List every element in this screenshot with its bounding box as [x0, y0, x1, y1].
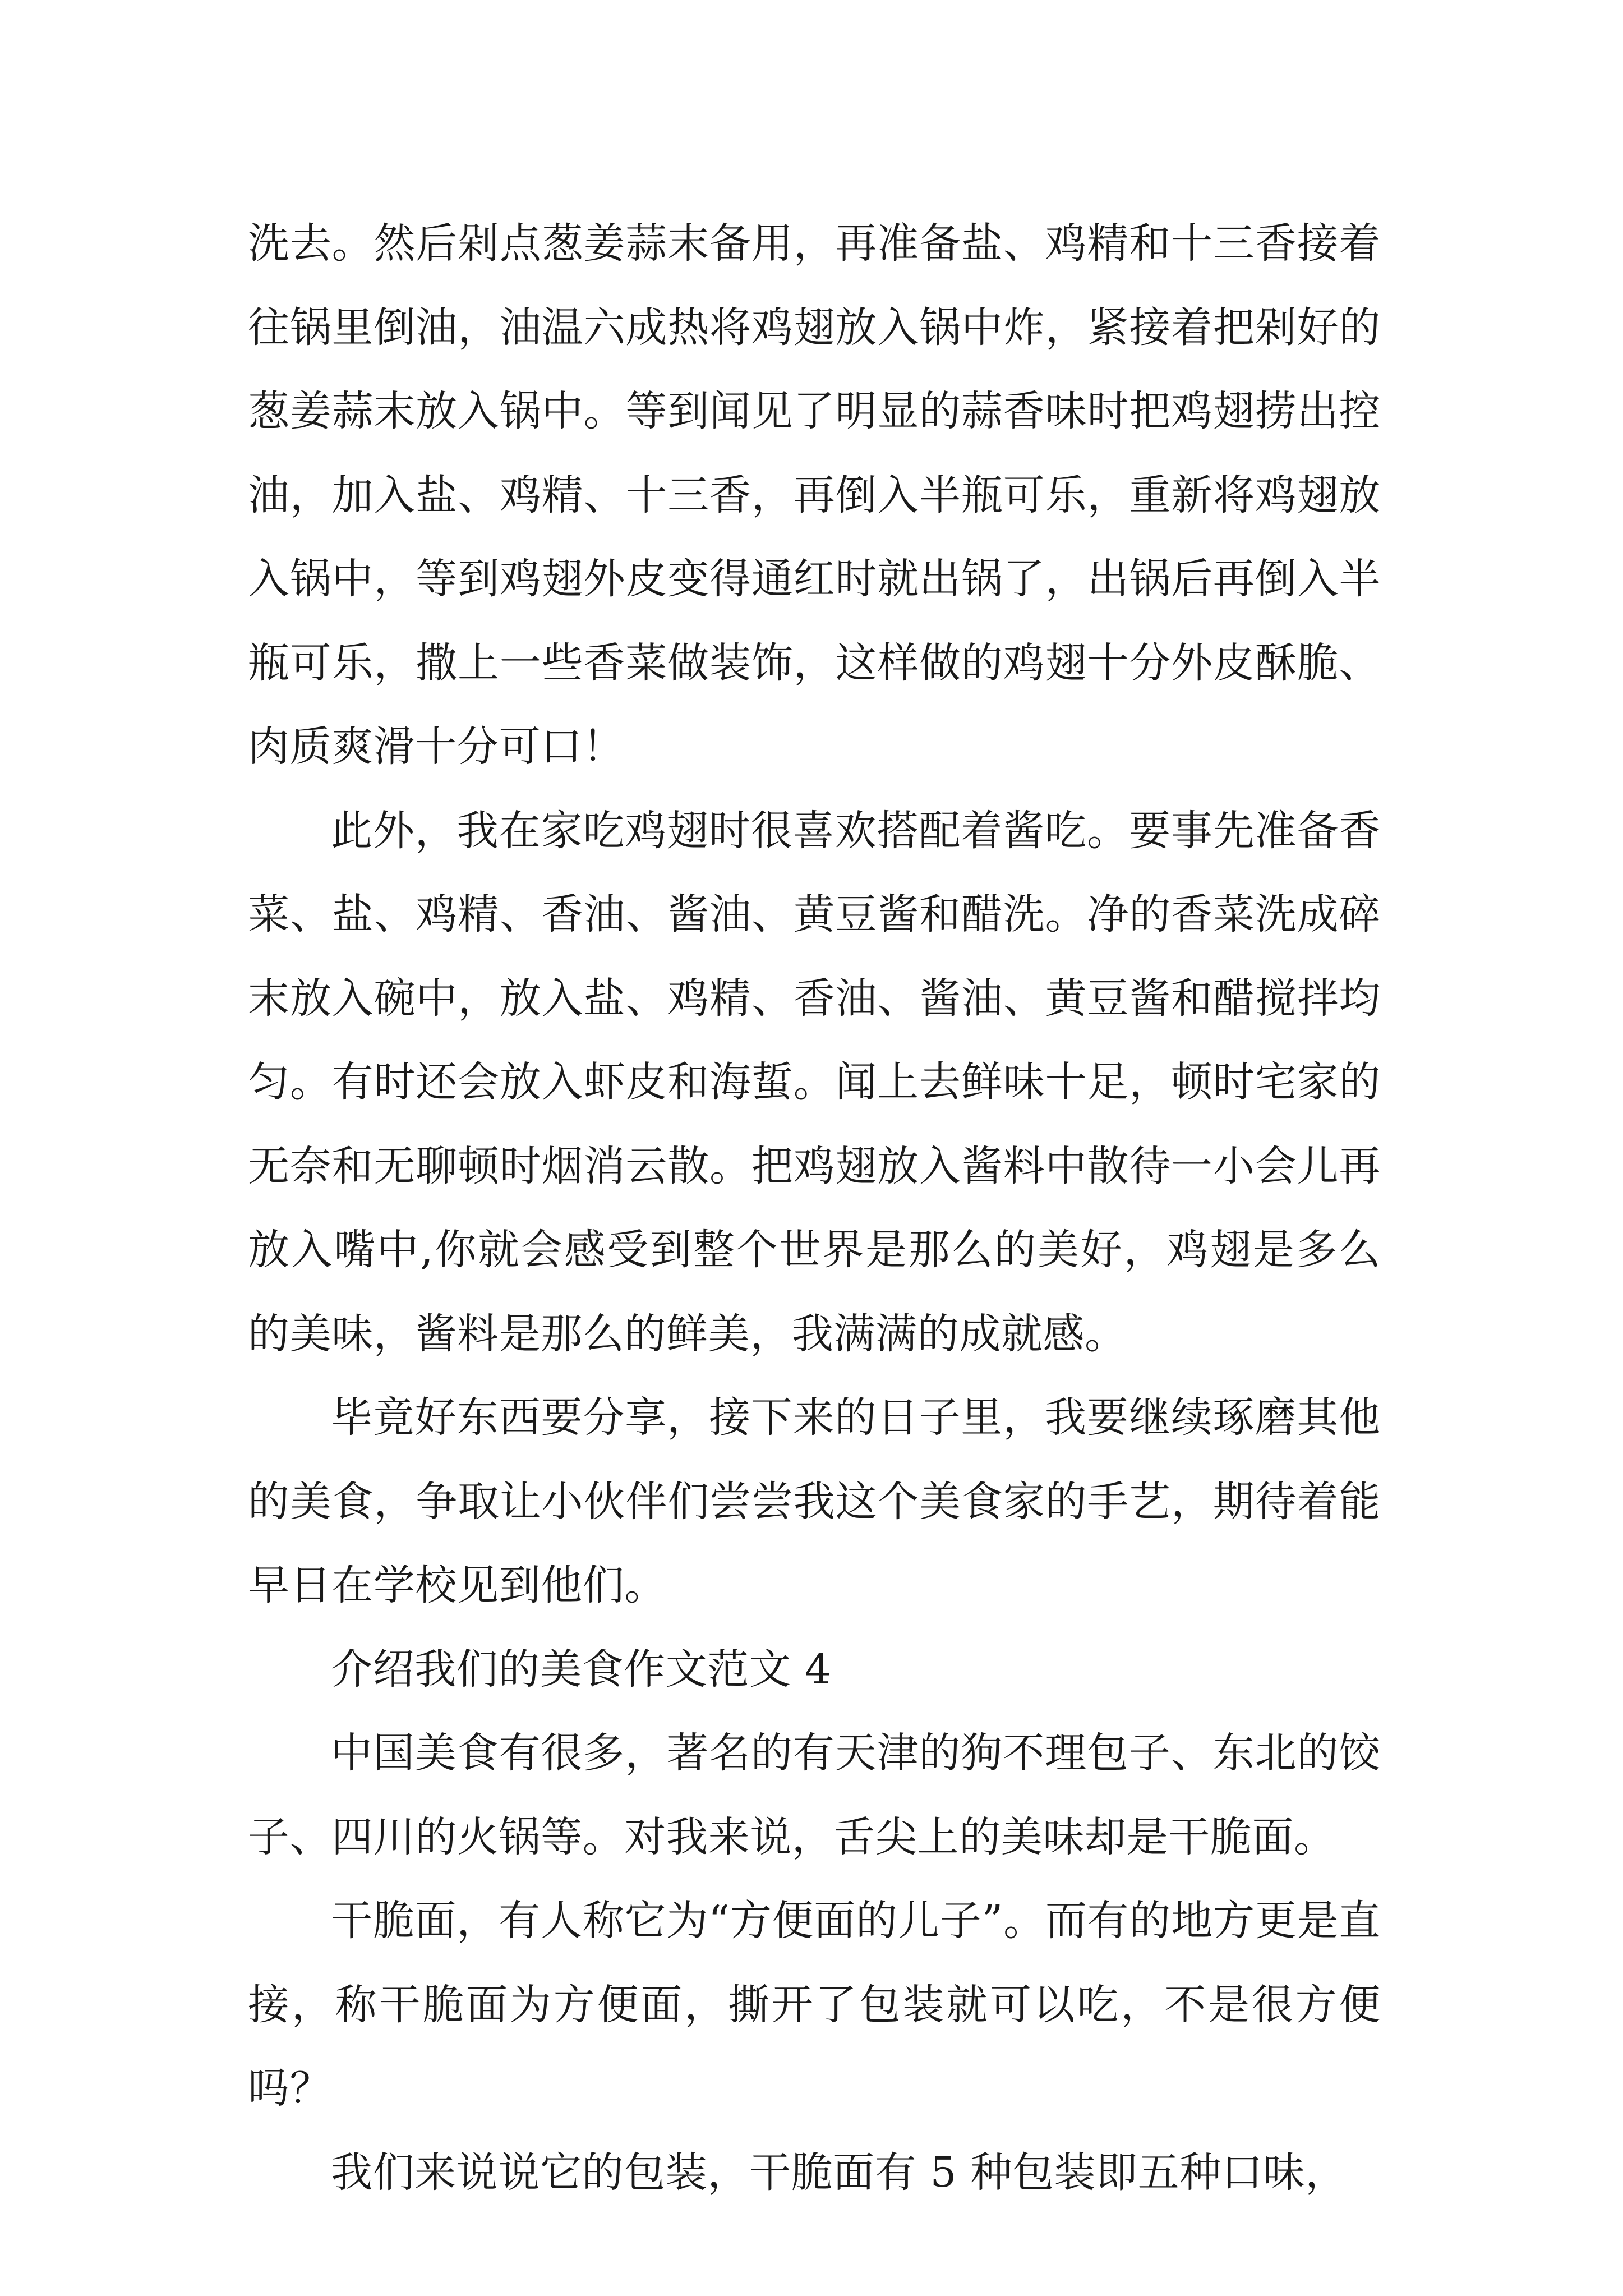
paragraph-dipping-sauce: 此外，我在家吃鸡翅时很喜欢搭配着酱吃。要事先准备香菜、盐、鸡精、香油、酱油、黄豆酱和醋洗。净的香菜洗成碎末放入碗中，放入盐、鸡精、香油、酱油、黄豆酱和醋搅拌均匀。有时还会放入虾皮和海蜇。闻上去鲜味十足，顿时宅家的无奈和无聊顿时烟消云散。把鸡翅放入酱料中散待一小会儿再放入嘴中,你就会感受到整个世界是那么的美好，鸡翅是多么的美味，酱料是那么的鲜美，我满满的成就感。: [248, 806, 1381, 1358]
paragraph-chinese-food: 中国美食有很多，著名的有天津的狗不理包子、东北的饺子、四川的火锅等。对我来说，舌尖上的美味却是干脆面。: [248, 1729, 1381, 1861]
paragraph-chicken-wing-recipe: 洗去。然后剁点葱姜蒜末备用，再准备盐、鸡精和十三香接着往锅里倒油，油温六成热将鸡翅放入锅中炸，紧接着把剁好的葱姜蒜末放入锅中。等到闻见了明显的蒜香味时把鸡翅捞出控油，加入盐、鸡精、十三香，再倒入半瓶可乐，重新将鸡翅放入锅中，等到鸡翅外皮变得通红时就出锅了，出锅后再倒入半瓶可乐，撒上一些香菜做装饰，这样做的鸡翅十分外皮酥脆、肉质爽滑十分可口！: [248, 219, 1381, 771]
paragraph-sharing: 毕竟好东西要分享，接下来的日子里，我要继续琢磨其他的美食，争取让小伙伴们尝尝我这个美食家的手艺，期待着能早日在学校见到他们。: [248, 1393, 1381, 1609]
section-heading: 介绍我们的美食作文范文 4: [331, 1645, 832, 1694]
document-body: [248, 202, 1381, 2215]
paragraph-packaging: 我们来说说它的包装，干脆面有 5 种包装即五种口味，: [331, 2148, 1347, 2197]
paragraph-instant-noodles: 干脆面，有人称它为“方便面的儿子”。而有的地方更是直接，称干脆面为方便面，撕开了包装就可以吃，不是很方便吗？: [248, 1897, 1381, 2113]
